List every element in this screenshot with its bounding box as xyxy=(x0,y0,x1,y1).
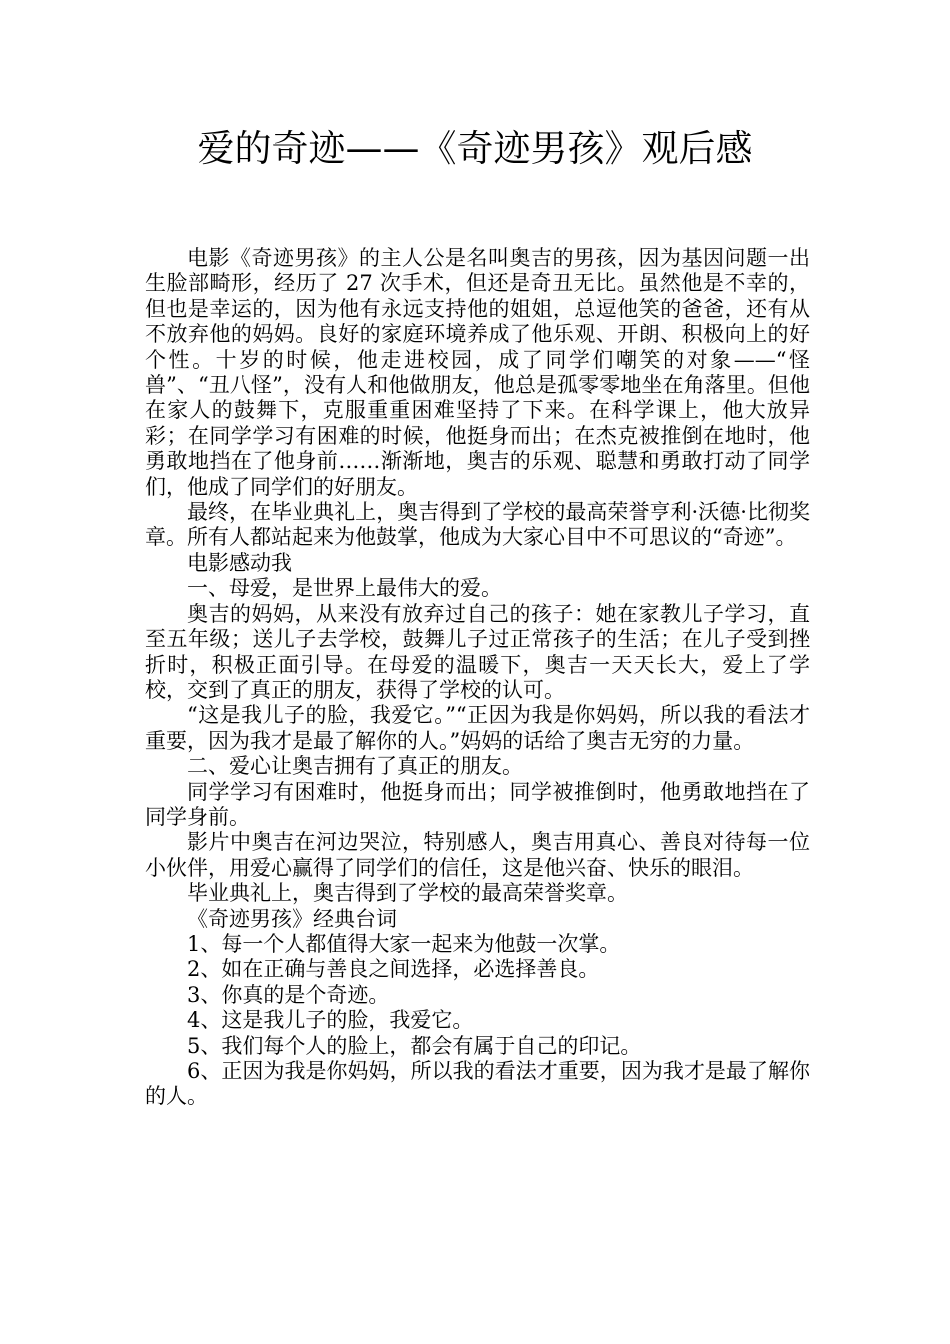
section-heading-mother-love: 一、母爱，是世界上最伟大的爱。 xyxy=(187,576,502,601)
paragraph-intro: 电影《奇迹男孩》的主人公是名叫奥吉的男孩，因为基因问题一出生脸部畸形，经历了 27 次手术，但还是奇丑无比。虽然他是不幸的，但也是幸运的，因为他有永远支持他的姐姐，总逗他笑的爸爸，还有从不放弃他的妈妈。良好的家庭环境养成了他乐观、开朗、积极向上的好个性。十岁的时候，他走进校园，成了同学们嘲笑的对象——“怪兽”、“丑八怪”，没有人和他做朋友，他总是孤零零地坐在角落里。但他在家人的鼓舞下，克服重重困难坚持了下来。在科学课上，他大放异彩；在同学学习有困难的时候，他挺身而出；在杰克被推倒在地时，他勇敢地挡在了他身前……渐渐地，奥吉的乐观、聪慧和勇敢打动了同学们，他成了同学们的好朋友。 xyxy=(145,246,810,499)
paragraph-river-scene: 影片中奥吉在河边哭泣，特别感人，奥吉用真心、善良对待每一位小伙伴，用爱心赢得了同学们的信任，这是他兴奋、快乐的眼泪。 xyxy=(145,830,810,880)
quote-item: 4、这是我儿子的脸，我爱它。 xyxy=(187,1008,474,1033)
document-body xyxy=(145,246,810,1110)
quote-item: 1、每一个人都值得大家一起来为他鼓一次掌。 xyxy=(187,931,621,956)
paragraph-award: 毕业典礼上，奥吉得到了学校的最高荣誉奖章。 xyxy=(187,881,628,906)
paragraph-mother: 奥吉的妈妈，从来没有放弃过自己的孩子：她在家教儿子学习，直至五年级；送儿子去学校，鼓舞儿子过正常孩子的生活；在儿子受到挫折时，积极正面引导。在母爱的温暖下，奥吉一天天长大，爱上了学校，交到了真正的朋友，获得了学校的认可。 xyxy=(145,601,810,702)
document-title: 爱的奇迹——《奇迹男孩》观后感 xyxy=(197,127,753,170)
section-heading-moved: 电影感动我 xyxy=(187,550,292,575)
paragraph-friends: 同学学习有困难时，他挺身而出；同学被推倒时，他勇敢地挡在了同学身前。 xyxy=(145,779,810,829)
quote-item: 3、你真的是个奇迹。 xyxy=(187,982,390,1007)
paragraph-mother-quote: “这是我儿子的脸，我爱它。”“正因为我是你妈妈，所以我的看法才重要，因为我才是最了解你的人。”妈妈的话给了奥吉无穷的力量。 xyxy=(145,703,810,753)
quote-item: 2、如在正确与善良之间选择，必选择善良。 xyxy=(187,957,600,982)
paragraph-graduation: 最终，在毕业典礼上，奥吉得到了学校的最高荣誉亨利·沃德·比彻奖章。所有人都站起来为他鼓掌，他成为大家心目中不可思议的“奇迹”。 xyxy=(145,500,810,550)
quote-item: 6、正因为我是你妈妈，所以我的看法才重要，因为我才是最了解你的人。 xyxy=(145,1059,810,1109)
section-heading-quotes: 《奇迹男孩》经典台词 xyxy=(187,906,397,931)
quote-item: 5、我们每个人的脸上，都会有属于自己的印记。 xyxy=(187,1033,642,1058)
section-heading-friends: 二、爱心让奥吉拥有了真正的朋友。 xyxy=(187,754,523,779)
